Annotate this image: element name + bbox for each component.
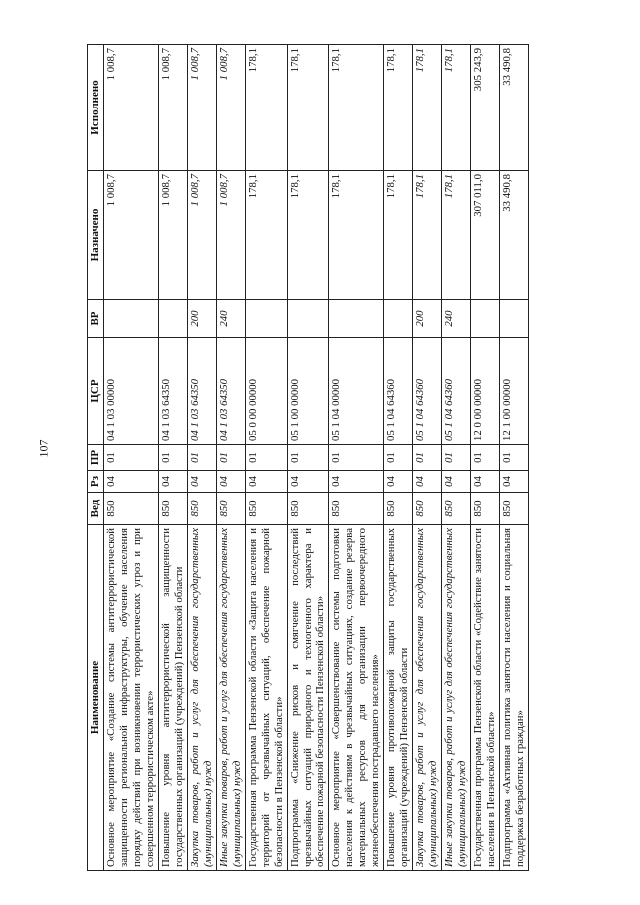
cell-rz: 04 — [384, 471, 413, 493]
cell-assigned: 1 008,7 — [159, 171, 188, 300]
cell-executed: 178,1 — [287, 45, 329, 171]
cell-csr: 05 1 04 64360 — [442, 338, 471, 445]
cell-assigned: 307 011,0 — [470, 171, 499, 300]
cell-rz: 04 — [287, 471, 329, 493]
header-vr: ВР — [88, 300, 104, 338]
cell-pr: 01 — [287, 445, 329, 471]
header-rz: Рз — [88, 471, 104, 493]
cell-pr: 01 — [216, 445, 245, 471]
cell-name: Повышение уровня противопожарной защиты государственных организаций (учреждений) Пензенской области — [384, 525, 413, 871]
header-csr: ЦСР — [88, 338, 104, 445]
cell-vr: 200 — [413, 300, 442, 338]
cell-rz: 04 — [499, 471, 528, 493]
cell-name: Государственная программа Пензенской области «Содействие занятости населения в Пензенской области» — [470, 525, 499, 871]
cell-rz: 04 — [413, 471, 442, 493]
cell-ved: 850 — [470, 493, 499, 525]
cell-assigned: 178,1 — [442, 171, 471, 300]
cell-executed: 1 008,7 — [104, 45, 159, 171]
rotated-table-container — [87, 45, 540, 871]
cell-executed: 1 008,7 — [187, 45, 216, 171]
cell-pr: 01 — [329, 445, 384, 471]
table-row — [245, 45, 287, 871]
cell-vr — [384, 300, 413, 338]
cell-name: Основное мероприятие «Создание системы антитеррористической защищенности региональной инфраструктуры, обучение населения порядку действий при возникновении террористических угроз и при совершенном террористическом акте» — [104, 525, 159, 871]
cell-executed: 1 008,7 — [216, 45, 245, 171]
header-pr: ПР — [88, 445, 104, 471]
cell-name: Основное мероприятие «Совершенствование системы подготовки населения к действиям в чрезвычайных ситуациях, создание резерва материальных ресурсов для организации первоочередного жизнеобеспечения пострадавшего населения» — [329, 525, 384, 871]
cell-name: Иные закупки товаров, работ и услуг для обеспечения государственных (муниципальных) нужд — [216, 525, 245, 871]
header-ved: Вед — [88, 493, 104, 525]
cell-executed: 178,1 — [245, 45, 287, 171]
cell-pr: 01 — [470, 445, 499, 471]
cell-assigned: 178,1 — [384, 171, 413, 300]
table-row — [216, 45, 245, 871]
page-number: 107 — [36, 439, 51, 458]
cell-ved: 850 — [187, 493, 216, 525]
cell-vr — [287, 300, 329, 338]
table-header-row — [88, 45, 104, 871]
cell-ved: 850 — [413, 493, 442, 525]
cell-vr — [329, 300, 384, 338]
cell-pr: 01 — [104, 445, 159, 471]
cell-assigned: 178,1 — [245, 171, 287, 300]
cell-ved: 850 — [159, 493, 188, 525]
cell-assigned: 1 008,7 — [104, 171, 159, 300]
header-executed: Исполнено — [88, 45, 104, 171]
cell-vr — [104, 300, 159, 338]
cell-csr: 12 1 00 00000 — [499, 338, 528, 445]
cell-name: Государственная программа Пензенской области «Защита населения и территорий от чрезвычайных ситуаций, обеспечение пожарной безопасности в Пензенской области» — [245, 525, 287, 871]
cell-rz: 04 — [104, 471, 159, 493]
cell-csr: 12 0 00 00000 — [470, 338, 499, 445]
cell-ved: 850 — [245, 493, 287, 525]
cell-vr — [159, 300, 188, 338]
cell-assigned: 178,1 — [413, 171, 442, 300]
cell-csr: 05 1 00 00000 — [287, 338, 329, 445]
cell-assigned: 178,1 — [329, 171, 384, 300]
cell-ved: 850 — [499, 493, 528, 525]
cell-vr — [470, 300, 499, 338]
cell-executed: 305 243,9 — [470, 45, 499, 171]
table-row — [499, 45, 528, 871]
cell-name: Повышение уровня антитеррористической защищенности государственных организаций (учреждений) Пензенской области — [159, 525, 188, 871]
cell-csr: 04 1 03 64350 — [159, 338, 188, 445]
cell-assigned: 33 490,8 — [499, 171, 528, 300]
table-row — [470, 45, 499, 871]
cell-ved: 850 — [216, 493, 245, 525]
cell-rz: 04 — [329, 471, 384, 493]
cell-rz: 04 — [216, 471, 245, 493]
cell-assigned: 1 008,7 — [187, 171, 216, 300]
cell-rz: 04 — [245, 471, 287, 493]
cell-executed: 178,1 — [384, 45, 413, 171]
table-row — [187, 45, 216, 871]
cell-vr: 200 — [187, 300, 216, 338]
cell-csr: 05 1 04 00000 — [329, 338, 384, 445]
table-row — [442, 45, 471, 871]
table-row — [159, 45, 188, 871]
cell-name: Подпрограмма «Снижение рисков и смягчение последствий чрезвычайных ситуаций природного и техногенного характера и обеспечение пожарной безопасности Пензенской области» — [287, 525, 329, 871]
cell-executed: 178,1 — [442, 45, 471, 171]
cell-assigned: 178,1 — [287, 171, 329, 300]
table-row — [287, 45, 329, 871]
cell-csr: 05 1 04 64360 — [384, 338, 413, 445]
cell-executed: 1 008,7 — [159, 45, 188, 171]
cell-csr: 04 1 03 64350 — [187, 338, 216, 445]
cell-name: Закупка товаров, работ и услуг для обеспечения государственных (муниципальных) нужд — [187, 525, 216, 871]
cell-executed: 178,1 — [413, 45, 442, 171]
header-assigned: Назначено — [88, 171, 104, 300]
cell-assigned: 1 008,7 — [216, 171, 245, 300]
cell-csr: 04 1 03 64350 — [216, 338, 245, 445]
cell-rz: 04 — [159, 471, 188, 493]
cell-name: Закупка товаров, работ и услуг для обеспечения государственных (муниципальных) нужд — [413, 525, 442, 871]
table-row — [384, 45, 413, 871]
cell-csr: 05 1 04 64360 — [413, 338, 442, 445]
cell-vr — [245, 300, 287, 338]
cell-vr: 240 — [442, 300, 471, 338]
cell-pr: 01 — [159, 445, 188, 471]
cell-pr: 01 — [245, 445, 287, 471]
cell-csr: 04 1 03 00000 — [104, 338, 159, 445]
cell-pr: 01 — [442, 445, 471, 471]
cell-pr: 01 — [499, 445, 528, 471]
cell-executed: 178,1 — [329, 45, 384, 171]
cell-ved: 850 — [384, 493, 413, 525]
cell-pr: 01 — [187, 445, 216, 471]
cell-pr: 01 — [413, 445, 442, 471]
table-row — [104, 45, 159, 871]
cell-ved: 850 — [329, 493, 384, 525]
cell-csr: 05 0 00 00000 — [245, 338, 287, 445]
cell-vr — [499, 300, 528, 338]
cell-rz: 04 — [187, 471, 216, 493]
cell-ved: 850 — [287, 493, 329, 525]
cell-vr: 240 — [216, 300, 245, 338]
header-name: Наименование — [88, 525, 104, 871]
cell-ved: 850 — [442, 493, 471, 525]
budget-table — [87, 44, 529, 871]
cell-rz: 04 — [470, 471, 499, 493]
cell-ved: 850 — [104, 493, 159, 525]
table-row — [413, 45, 442, 871]
cell-name: Иные закупки товаров, работ и услуг для обеспечения государственных (муниципальных) нужд — [442, 525, 471, 871]
cell-rz: 04 — [442, 471, 471, 493]
cell-pr: 01 — [384, 445, 413, 471]
table-row — [329, 45, 384, 871]
cell-name: Подпрограмма «Активная политика занятости населения и социальная поддержка безработных граждан» — [499, 525, 528, 871]
cell-executed: 33 490,8 — [499, 45, 528, 171]
